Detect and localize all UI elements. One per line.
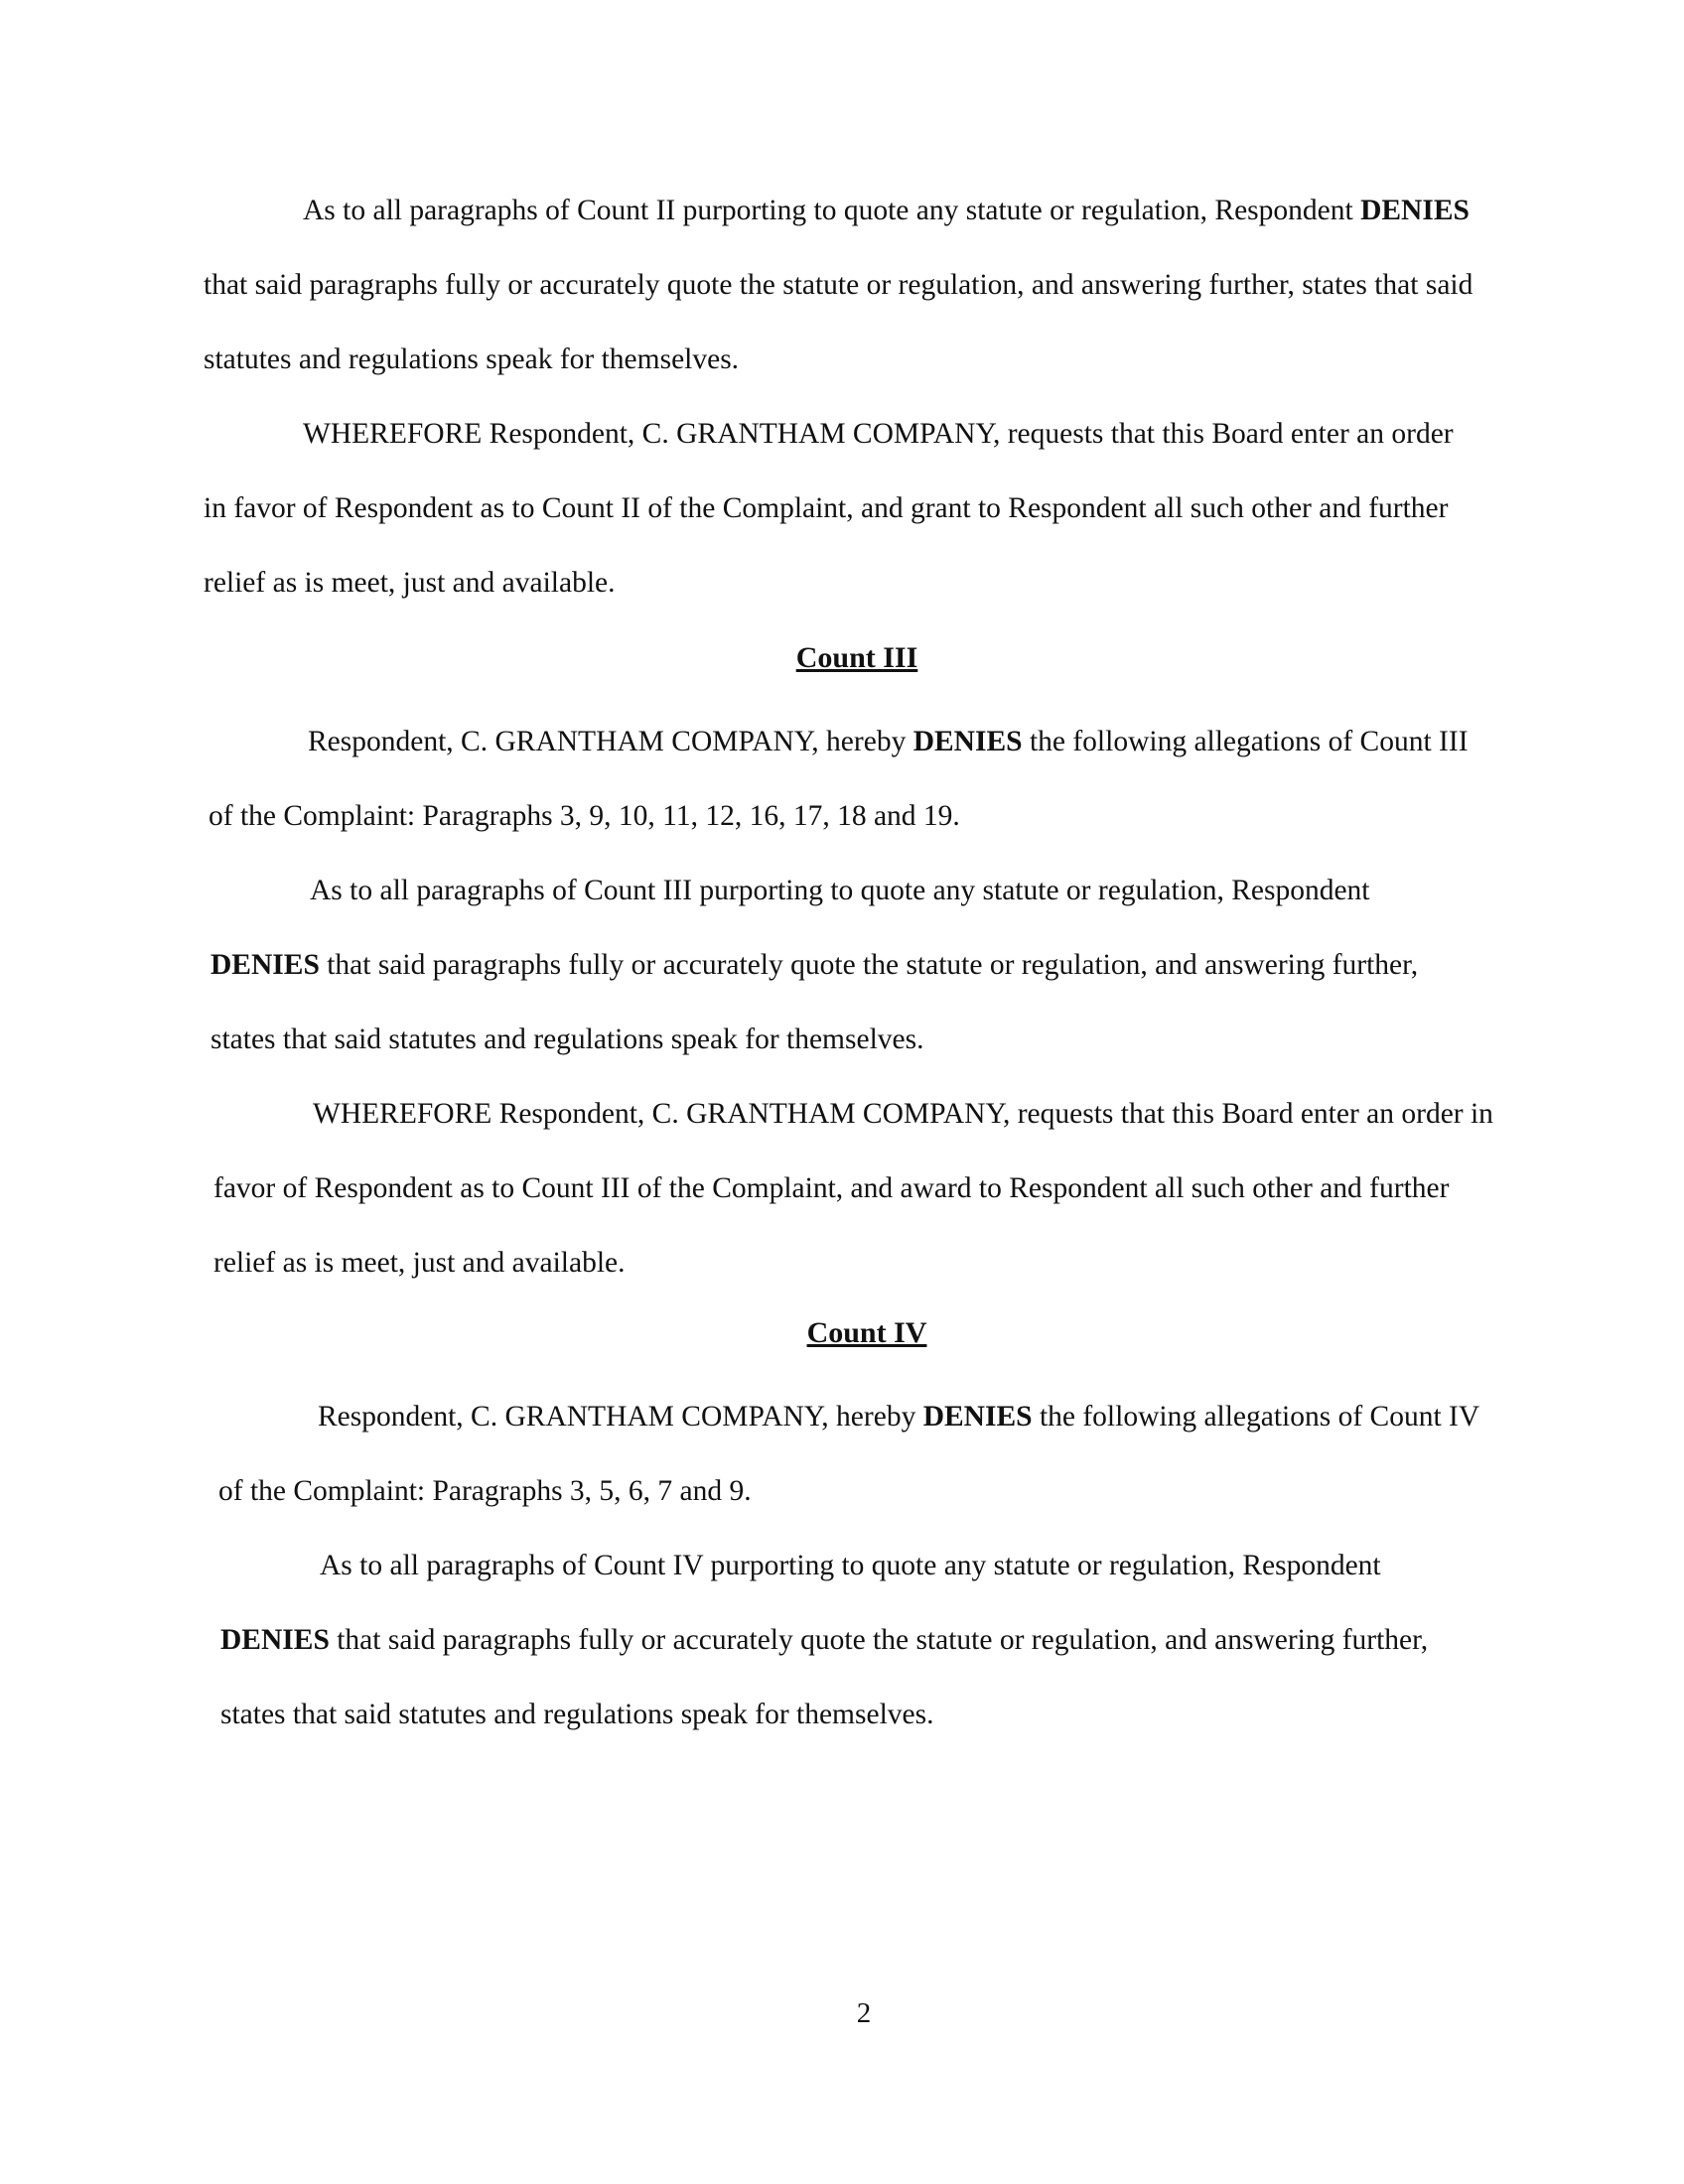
paragraph-text: Respondent, C. GRANTHAM COMPANY, hereby bbox=[308, 726, 913, 757]
paragraph-text: that said paragraphs fully or accurately quote the statute or regulation, and answering further, states that said statutes and regulations speak for themselves. bbox=[210, 949, 1419, 1055]
denies-emphasis: DENIES bbox=[210, 949, 320, 981]
paragraph-text: As to all paragraphs of Count II purporting to quote any statute or regulation, Respondent bbox=[303, 195, 1361, 226]
denies-emphasis: DENIES bbox=[1360, 195, 1470, 226]
paragraph-text: that said paragraphs fully or accurately quote the statute or regulation, and answering further, states that said statutes and regulations speak for themselves. bbox=[204, 269, 1474, 375]
count-4-statute-denial-paragraph bbox=[220, 1529, 1491, 1752]
paragraph-text: WHEREFORE Respondent, C. GRANTHAM COMPANY, requests that this Board enter an order in favor of Respondent as to Count II of the Complaint, and grant to Respondent all such other and further relief as is meet, just and available. bbox=[204, 418, 1454, 599]
denies-emphasis: DENIES bbox=[912, 726, 1023, 757]
count-4-heading: Count IV bbox=[806, 1316, 927, 1349]
paragraph-text: As to all paragraphs of Count IV purporting to quote any statute or regulation, Respondent bbox=[320, 1550, 1381, 1581]
count-2-statute-denial-paragraph bbox=[204, 174, 1484, 397]
count-2-wherefore-paragraph bbox=[204, 397, 1465, 620]
count-4-denial-paragraph bbox=[218, 1380, 1509, 1529]
count-3-wherefore-paragraph bbox=[213, 1077, 1494, 1300]
paragraph-text: the following allegations of Count III of the Complaint: Paragraphs 3, 9, 10, 11, 12, 16, 17, 18 and 19. bbox=[209, 726, 1469, 832]
paragraph-text: As to all paragraphs of Count III purporting to quote any statute or regulation, Respondent bbox=[310, 875, 1370, 906]
denies-emphasis: DENIES bbox=[220, 1624, 330, 1656]
paragraph-text: WHEREFORE Respondent, C. GRANTHAM COMPANY, requests that this Board enter an order in favor of Respondent as to Count III of the Complaint, and award to Respondent all such other and further relief as is meet, just and available. bbox=[213, 1098, 1493, 1279]
count-3-denial-paragraph bbox=[209, 705, 1499, 854]
paragraph-text: Respondent, C. GRANTHAM COMPANY, hereby bbox=[318, 1401, 923, 1433]
paragraph-text: the following allegations of Count IV of the Complaint: Paragraphs 3, 5, 6, 7 and 9. bbox=[218, 1401, 1479, 1507]
count-3-heading: Count III bbox=[795, 641, 918, 674]
denies-emphasis: DENIES bbox=[922, 1401, 1033, 1433]
page-number: 2 bbox=[856, 1997, 872, 2029]
count-3-statute-denial-paragraph bbox=[210, 854, 1481, 1077]
paragraph-text: that said paragraphs fully or accurately quote the statute or regulation, and answering further, states that said statutes and regulations speak for themselves. bbox=[220, 1624, 1429, 1730]
